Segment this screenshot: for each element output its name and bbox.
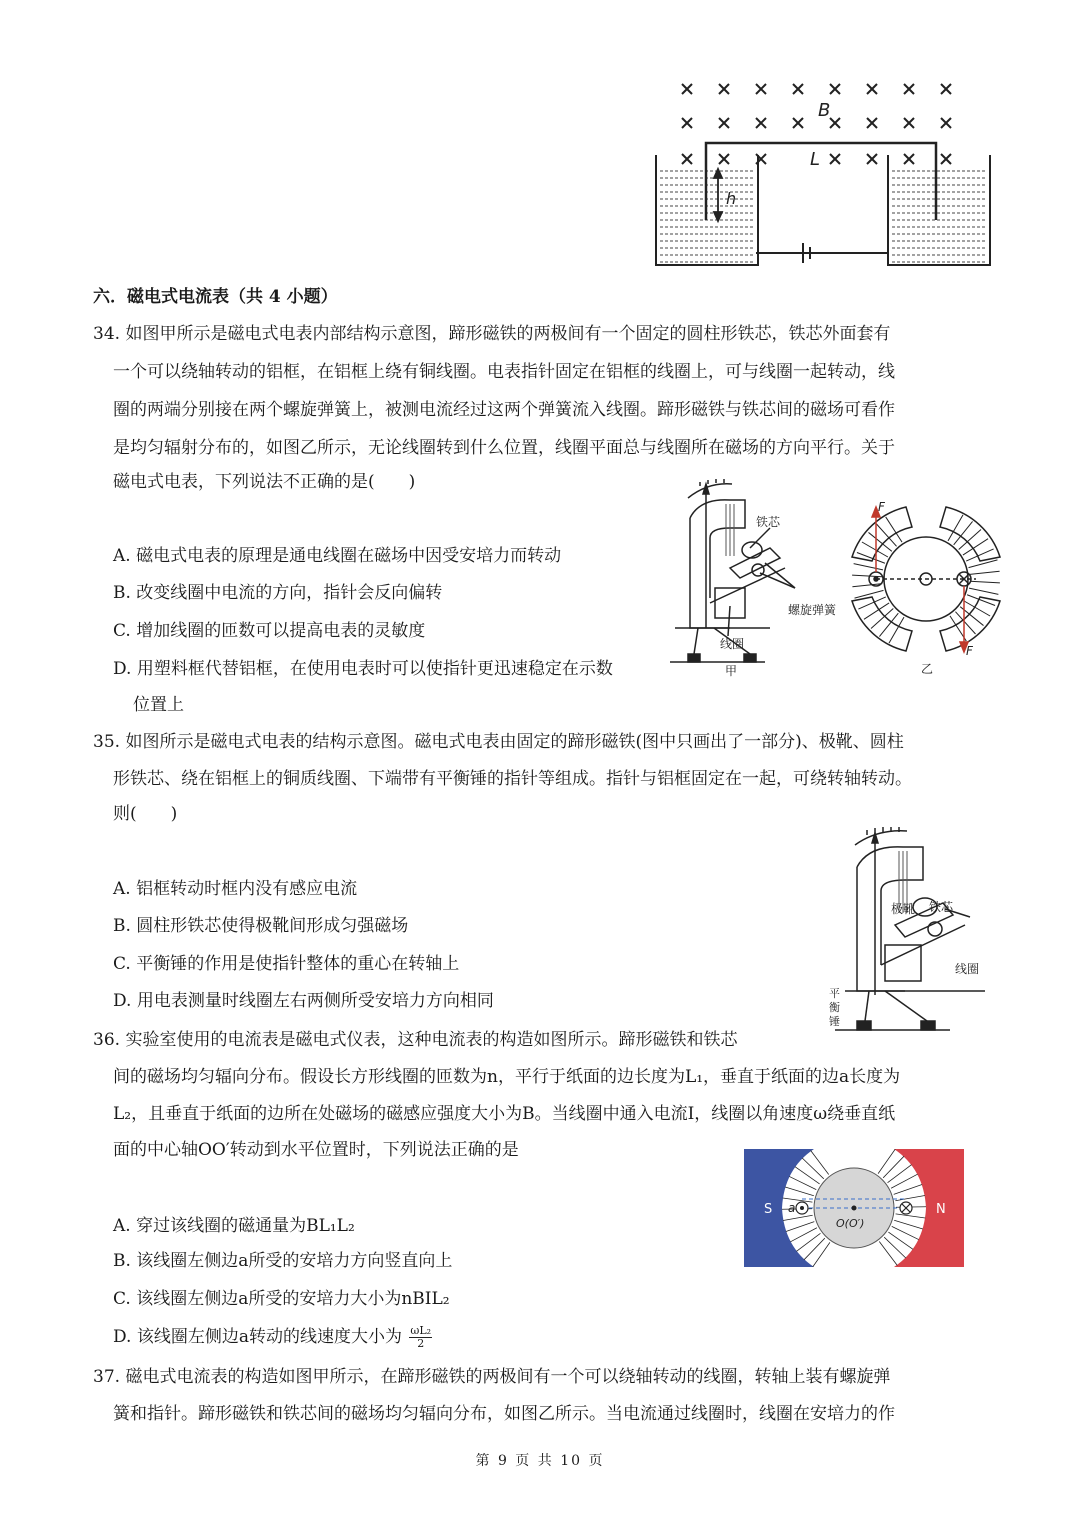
q35-figure	[825, 825, 1005, 1045]
label-jia: 甲	[725, 664, 738, 678]
q35-option-a[interactable]: A. 铝框转动时框内没有感应电流	[113, 879, 358, 899]
conductor-frame	[706, 143, 936, 220]
field-ray	[813, 1242, 830, 1267]
q36-option-a[interactable]: A. 穿过该线圈的磁通量为BL₁L₂	[113, 1216, 355, 1236]
field-ray	[959, 529, 981, 549]
q35-option-b[interactable]: B. 圆柱形铁芯使得极靴间形成匀强磁场	[113, 916, 409, 936]
q36-option-c[interactable]: C. 该线圈左侧边a所受的安培力大小为nBIL₂	[113, 1289, 450, 1309]
field-ray	[970, 581, 1000, 583]
q34-option-b[interactable]: B. 改变线圈中电流的方向，指针会反向偏转	[113, 583, 443, 603]
field-ray	[802, 1158, 824, 1179]
field-ray	[895, 1195, 925, 1200]
label-core-35: 铁芯	[929, 900, 954, 914]
field-ray	[969, 588, 998, 594]
label-S: S	[764, 1202, 773, 1217]
field-ray	[896, 1214, 926, 1218]
field-ray	[854, 564, 883, 570]
q36-option-b[interactable]: B. 该线圈左侧边a所受的安培力方向竖直向上	[113, 1251, 453, 1271]
q34-option-c[interactable]: C. 增加线圈的匝数可以提高电表的灵敏度	[113, 621, 426, 641]
q37-line-2: 簧和指针。蹄形磁铁和铁芯间的磁场均匀辐向分布，如图乙所示。当电流通过线圈时，线圈在安培力的作	[113, 1404, 895, 1424]
field-ray	[883, 1156, 904, 1178]
q35-line-3: 则( )	[113, 804, 178, 824]
q34-line-1: 34. 如图甲所示是磁电式电表内部结构示意图，蹄形磁铁的两极间有一个固定的圆柱形铁芯，铁芯外面套有	[93, 324, 891, 344]
field-ray	[894, 1220, 923, 1229]
label-spring: 螺旋弹簧	[788, 603, 837, 617]
height-arrow	[714, 169, 722, 221]
field-ray	[783, 1215, 813, 1220]
field-ray	[786, 1222, 814, 1232]
label-h: h	[726, 189, 737, 208]
q37-line-1: 37. 磁电式电流表的构造如图甲所示，在蹄形磁铁的两极间有一个可以绕轴转动的线圈，转轴上装有螺旋弹	[93, 1367, 891, 1387]
field-ray	[878, 1149, 895, 1174]
q34-figure-jia	[670, 478, 845, 678]
field-ray	[884, 1237, 906, 1258]
label-core: 铁芯	[756, 515, 781, 529]
field-ray	[970, 571, 1000, 574]
label-yi: 乙	[921, 662, 934, 676]
label-F-top: F	[878, 500, 885, 514]
field-ray	[804, 1238, 825, 1260]
q36-option-d[interactable]	[113, 1325, 432, 1350]
fraction-numerator: ωL₂	[410, 1324, 432, 1337]
field-ray	[857, 552, 885, 563]
field-ray	[967, 595, 995, 606]
q35-option-d[interactable]: D. 用电表测量时线圈左右两侧所受安培力方向相同	[113, 991, 494, 1011]
q36-line-2: 间的磁场均匀辐向分布。假设长方形线圈的匝数为n，平行于纸面的边长度为L₁，垂直于纸面的边a长度为	[113, 1067, 901, 1087]
field-ray	[790, 1228, 816, 1242]
field-ray	[891, 1174, 917, 1188]
q36-line-4: 面的中心轴OO′转动到水平位置时，下列说法正确的是	[113, 1140, 519, 1160]
q35-line-2: 形铁芯、绕在铝框上的铜质线圈、下端带有平衡锤的指针等组成。指针与铝框固定在一起，可绕转轴转动。	[113, 769, 912, 789]
q36-figure	[744, 1149, 964, 1267]
label-a: a	[788, 1201, 796, 1215]
label-F-bottom: F	[966, 644, 973, 658]
label-weight-3: 锤	[829, 1015, 840, 1028]
field-ray	[811, 1150, 829, 1174]
field-ray	[871, 608, 893, 628]
label-L: L	[810, 149, 821, 170]
q34-line-3: 圈的两端分别接在两个螺旋弹簧上，被测电流经过这两个弹簧流入线圈。蹄形磁铁与铁芯间的磁场可看作	[113, 400, 895, 420]
q34-option-d-cont: 位置上	[133, 695, 184, 715]
section-heading: 六．磁电式电流表（共 4 小题）	[93, 287, 338, 307]
label-weight-2: 衡	[829, 1001, 840, 1014]
q34-option-d[interactable]: D. 用塑料框代替铝框，在使用电表时可以使指针更迅速稳定在示数	[113, 659, 613, 679]
label-coil-35: 线圈	[955, 962, 980, 976]
label-N: N	[936, 1202, 946, 1217]
field-ray	[894, 1185, 922, 1195]
q36-option-d-text: D. 该线圈左侧边a转动的线速度大小为	[113, 1327, 402, 1347]
rail-magnetic-field-figure	[650, 75, 995, 275]
field-ray	[888, 1165, 912, 1183]
q36-option-d-fraction	[409, 1325, 432, 1350]
field-ray	[785, 1187, 814, 1196]
label-coil: 线圈	[720, 637, 745, 651]
fraction-denominator: 2	[417, 1337, 425, 1350]
field-ray	[852, 575, 882, 577]
q36-line-3: L₂，且垂直于纸面的边所在处磁场的磁感应强度大小为B。当线圈中通入电流I，线圈以角速度ω绕垂直纸	[113, 1104, 896, 1124]
battery-wire	[758, 243, 888, 263]
page-footer: 第 9 页 共 10 页	[475, 1453, 605, 1469]
q34-line-2: 一个可以绕轴转动的铝框，在铝框上绕有铜线圈。电表指针固定在铝框的线圈上，可与线圈一起转动，线	[113, 362, 895, 382]
field-ray	[879, 1242, 897, 1266]
q34-line-5: 磁电式电表，下列说法不正确的是( )	[113, 472, 416, 492]
label-pole: 极靴	[891, 902, 916, 916]
q36-line-1: 36. 实验室使用的电流表是磁电式仪表，这种电流表的构造如图所示。蹄形磁铁和铁芯	[93, 1030, 738, 1050]
q35-line-1: 35. 如图所示是磁电式电表的结构示意图。磁电式电表由固定的蹄形磁铁(图中只画出了一部分)、极靴、圆柱	[93, 732, 904, 752]
field-ray	[796, 1233, 820, 1251]
q34-option-a[interactable]: A. 磁电式电表的原理是通电线圈在磁场中因受安培力而转动	[113, 546, 562, 566]
label-center: O(O′)	[836, 1217, 865, 1230]
q34-line-4: 是均匀辐射分布的，如图乙所示，无论线圈转到什么位置，线圈平面总与线圈所在磁场的方向平行。关于	[113, 438, 895, 458]
q34-figure-yi	[846, 497, 1006, 677]
label-weight-1: 平	[829, 987, 840, 1000]
label-B: B	[818, 100, 831, 121]
q35-option-c[interactable]: C. 平衡锤的作用是使指针整体的重心在转轴上	[113, 954, 460, 974]
field-ray	[868, 532, 891, 551]
